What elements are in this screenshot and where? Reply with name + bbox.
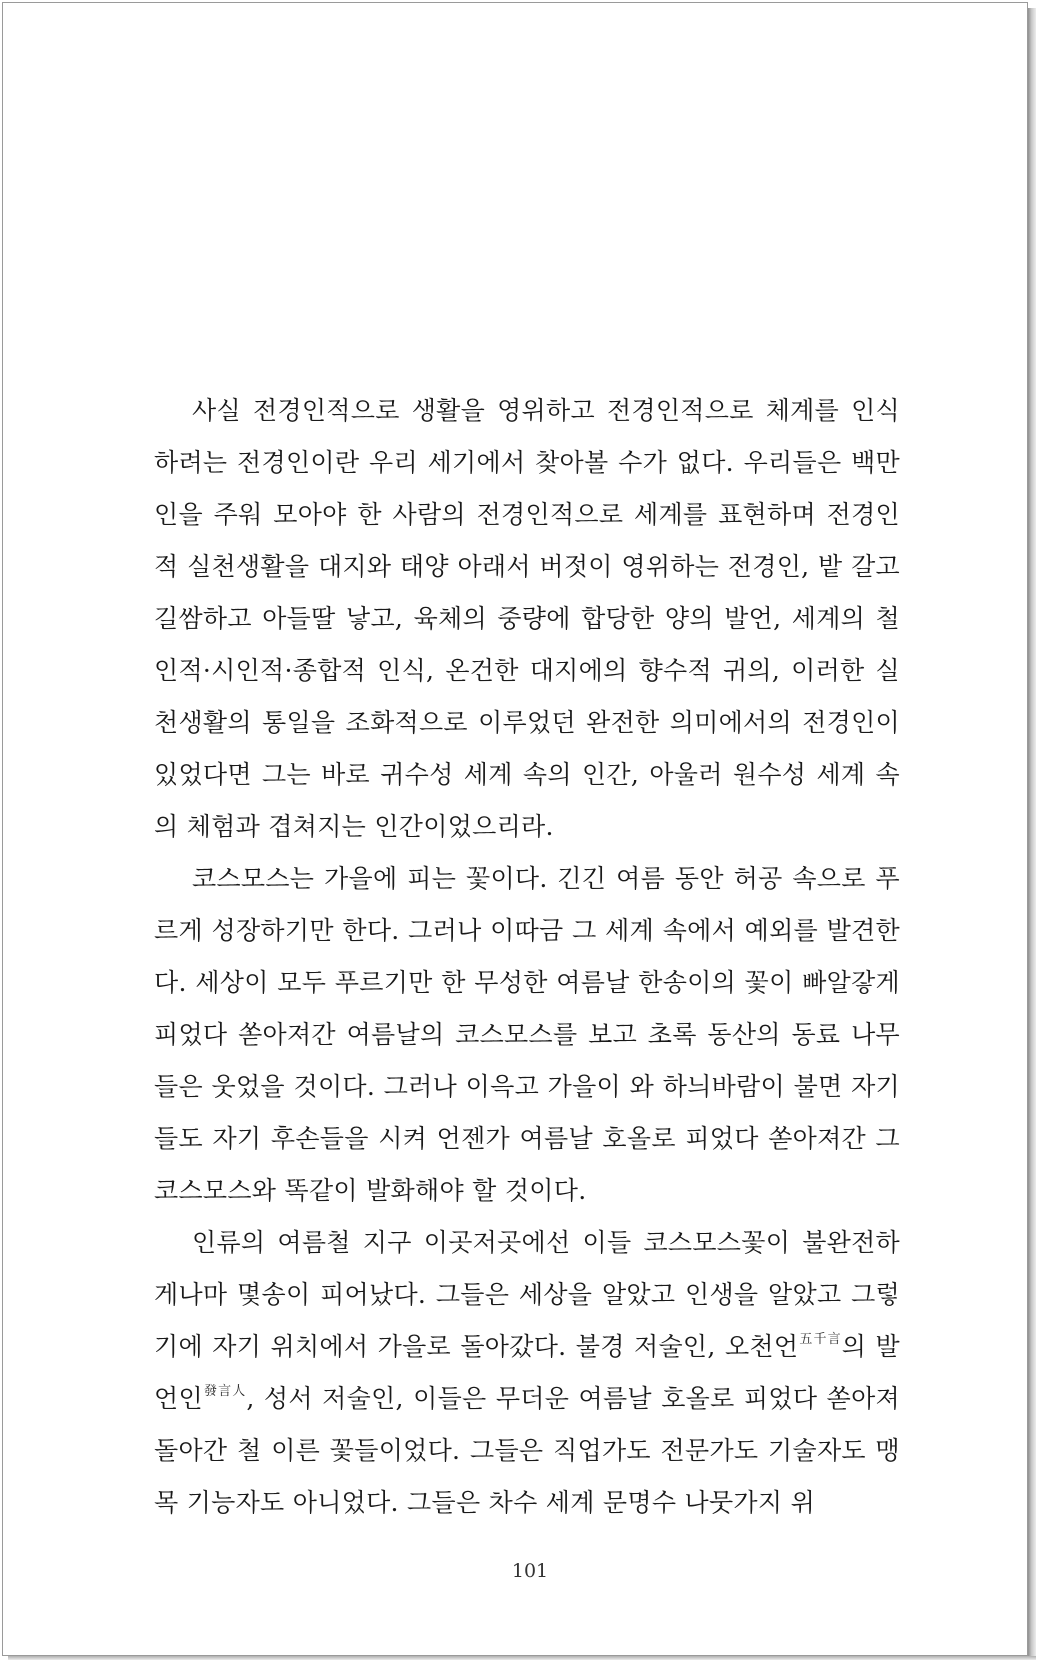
hanja-annotation-bareonin: 發言人	[202, 1384, 247, 1399]
paragraph-3	[154, 1217, 900, 1529]
page-number: 101	[511, 1560, 549, 1582]
paragraph-3-text-c: , 성서 저술인, 이들은 무더운 여름날 호올로 피었다 쏟아져 돌아간 철 이른 꽃들이었다. 그들은 직업가도 전문가도 기술자도 맹목 기능자도 아니었다. 그들은 차수 세계 문명수 나뭇가지 위	[154, 1384, 900, 1517]
paragraph-3-text-a: 인류의 여름철 지구 이곳저곳에선 이들 코스모스꽃이 불완전하게나마 몇송이 피어났다. 그들은 세상을 알았고 인생을 알았고 그렇기에 자기 위치에서 가을로 돌아갔다. 불경 저술인, 오천언	[154, 1228, 900, 1361]
paragraph-2: 코스모스는 가을에 피는 꽃이다. 긴긴 여름 동안 허공 속으로 푸르게 성장하기만 한다. 그러나 이따금 그 세계 속에서 예외를 발견한다. 세상이 모두 푸르기만 한 무성한 여름날 한송이의 꽃이 빠알갛게 피었다 쏟아져간 여름날의 코스모스를 보고 초록 동산의 동료 나무들은 웃었을 것이다. 그러나 이윽고 가을이 와 하늬바람이 불면 자기들도 자기 후손들을 시켜 언젠가 여름날 호올로 피었다 쏟아져간 그 코스모스와 똑같이 발화해야 할 것이다.	[154, 864, 900, 1205]
paragraph-1: 사실 전경인적으로 생활을 영위하고 전경인적으로 체계를 인식하려는 전경인이란 우리 세기에서 찾아볼 수가 없다. 우리들은 백만인을 주워 모아야 한 사람의 전경인적으로 세계를 표현하며 전경인적 실천생활을 대지와 태양 아래서 버젓이 영위하는 전경인, 밭 갈고 길쌈하고 아들딸 낳고, 육체의 중량에 합당한 양의 발언, 세계의 철인적·시인적·종합적 인식, 온건한 대지에의 향수적 귀의, 이러한 실천생활의 통일을 조화적으로 이루었던 완전한 의미에서의 전경인이 있었다면 그는 바로 귀수성 세계 속의 인간, 아울러 원수성 세계 속의 체험과 겹쳐지는 인간이었으리라.	[154, 396, 900, 841]
page-shadow-bottom	[8, 1656, 1036, 1660]
page-shadow-right	[1028, 8, 1036, 1658]
hanja-annotation-ocheoneon: 五千言	[798, 1332, 842, 1347]
paragraph-3-text-b: 의 발언인	[154, 1332, 900, 1413]
body-text	[154, 385, 900, 1529]
